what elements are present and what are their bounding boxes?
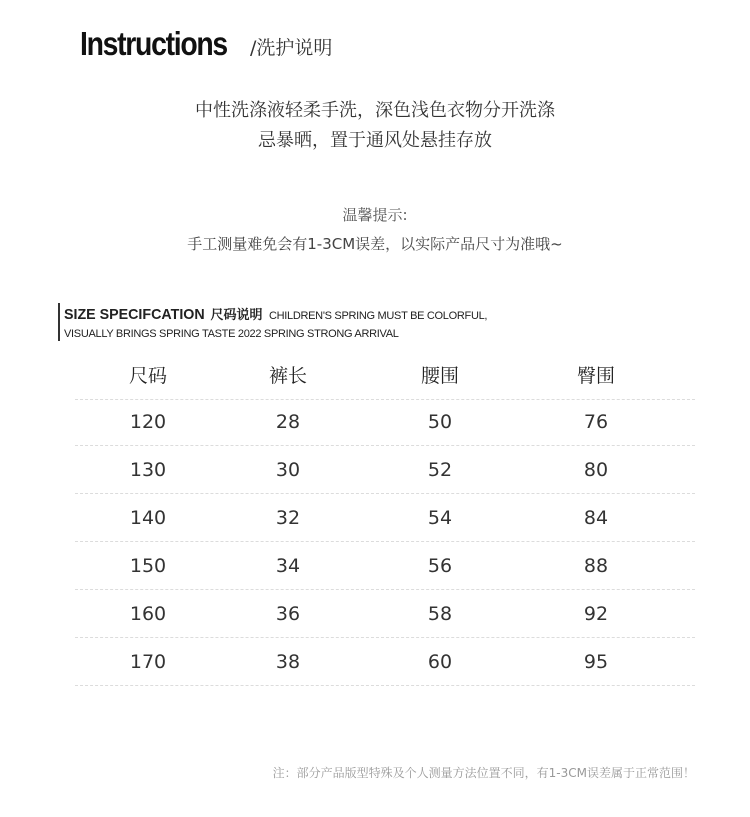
table-divider [75,399,695,400]
table-cell-hip: 92 [583,603,609,625]
table-cell-waist: 50 [427,411,453,433]
table-cell-size: 170 [129,651,167,673]
table-cell-hip: 80 [583,459,609,481]
table-divider [75,493,695,494]
table-divider [75,685,695,686]
table-header-length: 裤长 [268,365,307,387]
tip-title: 温馨提示: [342,206,408,224]
tip-text: 手工测量难免会有1-3CM误差，以实际产品尺寸为准哦~ [187,235,563,253]
table-cell-length: 28 [275,411,301,433]
table-cell-waist: 58 [427,603,453,625]
table-cell-waist: 56 [427,555,453,577]
table-divider [75,541,695,542]
table-cell-size: 160 [129,603,167,625]
spec-heading-row [64,304,487,324]
spec-heading: SIZE SPECIFCATION [64,306,205,323]
table-cell-size: 120 [129,411,167,433]
table-cell-waist: 60 [427,651,453,673]
spec-slogan-line-1: CHILDREN'S SPRING MUST BE COLORFUL, [269,310,488,322]
table-cell-length: 36 [275,603,301,625]
footnote: 注：部分产品版型特殊及个人测量方法位置不同，有1-3CM误差属于正常范围！ [272,766,695,780]
table-divider [75,589,695,590]
table-header-waist: 腰围 [420,365,459,387]
table-cell-size: 130 [129,459,167,481]
table-cell-length: 32 [275,507,301,529]
table-cell-hip: 88 [583,555,609,577]
spec-heading-cn: 尺码说明 [210,307,263,322]
table-cell-length: 34 [275,555,301,577]
table-divider [75,445,695,446]
table-header-size: 尺码 [128,365,167,387]
table-cell-length: 30 [275,459,301,481]
care-line-1: 中性洗涤液轻柔手洗，深色浅色衣物分开洗涤 [195,100,555,121]
table-cell-waist: 52 [427,459,453,481]
table-cell-hip: 95 [583,651,609,673]
instructions-title: Instructions [80,25,227,62]
table-cell-hip: 84 [583,507,609,529]
table-header-hip: 臀围 [576,365,615,387]
table-cell-length: 38 [275,651,301,673]
care-instructions [0,96,750,156]
care-line-2: 忌暴晒，置于通风处悬挂存放 [258,130,492,151]
table-cell-size: 140 [129,507,167,529]
table-cell-size: 150 [129,555,167,577]
table-divider [75,637,695,638]
spec-divider-bar [58,303,60,341]
spec-slogan-line-2: VISUALLY BRINGS SPRING TASTE 2022 SPRING STRONG ARRIVAL [64,328,399,340]
instructions-subtitle: /洗护说明 [250,37,333,59]
table-cell-waist: 54 [427,507,453,529]
table-cell-hip: 76 [583,411,609,433]
